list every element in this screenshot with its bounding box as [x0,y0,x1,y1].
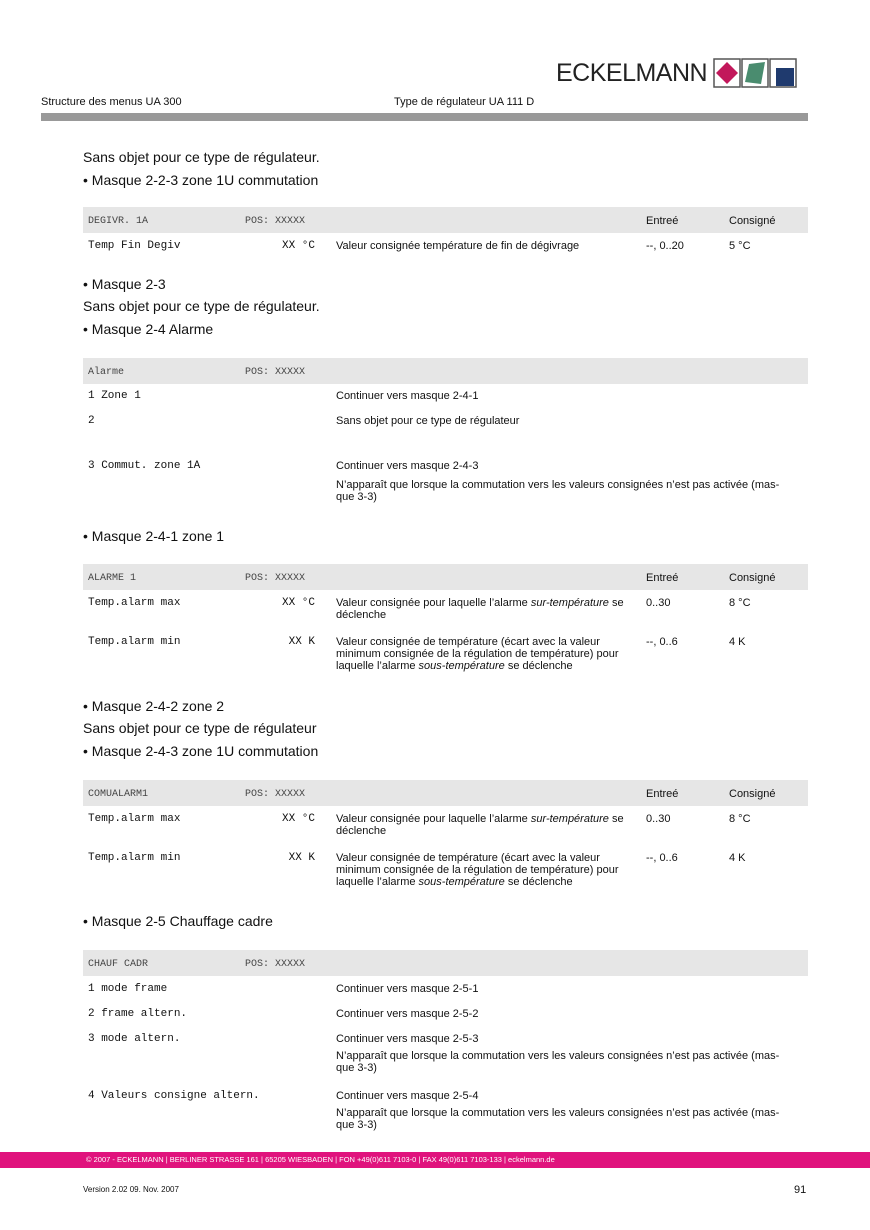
col-consigne: Consigné [729,788,776,800]
paragraph-3: Sans objet pour ce type de régulateur [83,720,317,736]
footer-address: © 2007 - ECKELMANN | BERLINER STRASSE 161 | 65205 WIESBADEN | FON +49(0)611 7103-0 | FAX 49(0)611 7103-133 | eckelmann.de [86,1155,555,1164]
row-desc-end: laquelle l’alarme sous-température se déclenche [336,660,573,672]
menu-pos: POS: XXXXX [245,216,306,227]
row-desc: Valeur consignée de température (écart avec la valeur [336,852,600,864]
table-1-header [83,207,808,233]
row-desc: Continuer vers masque 2-4-3 [336,460,479,472]
row-desc-cont: déclenche [336,825,387,837]
col-entree: Entreé [646,788,679,800]
table-row [83,852,808,892]
row-desc: Sans objet pour ce type de régulateur [336,415,520,427]
table-3-header [83,564,808,590]
row-value: XX °C [281,597,315,609]
row-desc-cont: minimum consignée de la régulation de température) pour [336,648,619,660]
row-label: Temp Fin Degiv [88,240,181,252]
bullet-masque-2-5: • Masque 2-5 Chauffage cadre [83,913,273,929]
bullet-masque-2-4: • Masque 2-4 Alarme [83,321,214,337]
table-row [83,240,808,260]
row-value: XX °C [281,240,315,252]
menu-name: ALARME 1 [88,573,137,584]
paragraph-1: Sans objet pour ce type de régulateur. [83,149,320,165]
row-label: 1 Zone 1 [88,390,141,402]
row-consigne: 4 K [729,636,746,648]
row-desc: Continuer vers masque 2-5-1 [336,983,479,995]
table-row [83,460,808,506]
version-info: Version 2.02 09. Nov. 2007 [83,1185,179,1194]
row-desc: Continuer vers masque 2-5-3 [336,1033,479,1045]
header-center: Type de régulateur UA 111 D [394,96,535,108]
row-desc: Continuer vers masque 2-4-1 [336,390,479,402]
row-note: N’apparaît que lorsque la commutation vers les valeurs consignées n’est pas activée (mas- [336,1050,780,1062]
row-consigne: 8 °C [729,597,751,609]
row-entree: 0..30 [646,597,671,609]
row-desc-cont: minimum consignée de la régulation de température) pour [336,864,619,876]
row-label: 2 frame altern. [88,1008,188,1020]
footer-bar [0,1152,870,1168]
bullet-masque-2-3: • Masque 2-3 [83,276,166,292]
row-label: Temp.alarm min [88,852,181,864]
row-note: N’apparaît que lorsque la commutation vers les valeurs consignées n’est pas activée (mas- [336,479,780,491]
menu-pos: POS: XXXXX [245,959,306,970]
menu-name: CHAUF CADR [88,959,149,970]
row-label: 1 mode frame [88,983,168,995]
table-2-header [83,358,808,384]
header-left: Structure des menus UA 300 [41,96,182,108]
bullet-masque-2-4-3: • Masque 2-4-3 zone 1U commutation [83,743,319,759]
menu-name: COMUALARM1 [88,789,149,800]
table-row [83,1008,808,1026]
row-label: 3 Commut. zone 1A [88,460,201,472]
brand-name: ECKELMANN [556,58,708,87]
row-note-cont: que 3-3) [336,1119,377,1131]
row-note: N’apparaît que lorsque la commutation vers les valeurs consignées n’est pas activée (mas- [336,1107,780,1119]
row-desc-cont: déclenche [336,609,387,621]
row-label: Temp.alarm max [88,813,181,825]
row-desc: Valeur consignée pour laquelle l’alarme sur-température se [336,813,624,825]
page-number: 91 [794,1184,807,1196]
paragraph-2: Sans objet pour ce type de régulateur. [83,298,320,314]
col-entree: Entreé [646,572,679,584]
brand-squares-icon [713,58,797,88]
table-row [83,390,808,410]
row-value: XX K [288,636,315,648]
brand-logo [556,58,797,88]
row-desc: Valeur consignée température de fin de dégivrage [336,240,580,252]
menu-name: DEGIVR. 1A [88,216,149,227]
col-consigne: Consigné [729,572,776,584]
table-row [83,1090,808,1136]
header-divider [41,113,808,121]
row-label: Temp.alarm min [88,636,181,648]
row-desc-end: laquelle l’alarme sous-température se déclenche [336,876,573,888]
table-row [83,983,808,1001]
row-note-cont: que 3-3) [336,491,377,503]
menu-name: Alarme [88,367,125,378]
table-row [83,1033,808,1079]
table-row [83,597,808,627]
row-entree: --, 0..20 [646,240,684,252]
col-entree: Entreé [646,215,679,227]
menu-pos: POS: XXXXX [245,789,306,800]
bullet-masque-2-4-1: • Masque 2-4-1 zone 1 [83,528,225,544]
row-desc: Valeur consignée pour laquelle l’alarme sur-température se [336,597,624,609]
row-value: XX °C [281,813,315,825]
row-label: 4 Valeurs consigne altern. [88,1090,260,1102]
row-desc: Continuer vers masque 2-5-4 [336,1090,479,1102]
col-consigne: Consigné [729,215,776,227]
row-consigne: 8 °C [729,813,751,825]
row-entree: --, 0..6 [646,636,678,648]
row-label: Temp.alarm max [88,597,181,609]
row-label: 3 mode altern. [88,1033,181,1045]
row-label: 2 [88,415,95,427]
table-5-header [83,950,808,976]
row-consigne: 4 K [729,852,746,864]
row-note-cont: que 3-3) [336,1062,377,1074]
row-consigne: 5 °C [729,240,751,252]
row-entree: 0..30 [646,813,671,825]
table-row [83,813,808,843]
menu-pos: POS: XXXXX [245,573,306,584]
table-4-header [83,780,808,806]
row-desc: Valeur consignée de température (écart avec la valeur [336,636,600,648]
bullet-masque-2-2-3: • Masque 2-2-3 zone 1U commutation [83,172,319,188]
table-row [83,415,808,435]
row-value: XX K [288,852,315,864]
row-entree: --, 0..6 [646,852,678,864]
bullet-masque-2-4-2: • Masque 2-4-2 zone 2 [83,698,225,714]
row-desc: Continuer vers masque 2-5-2 [336,1008,479,1020]
table-row [83,636,808,676]
menu-pos: POS: XXXXX [245,367,306,378]
